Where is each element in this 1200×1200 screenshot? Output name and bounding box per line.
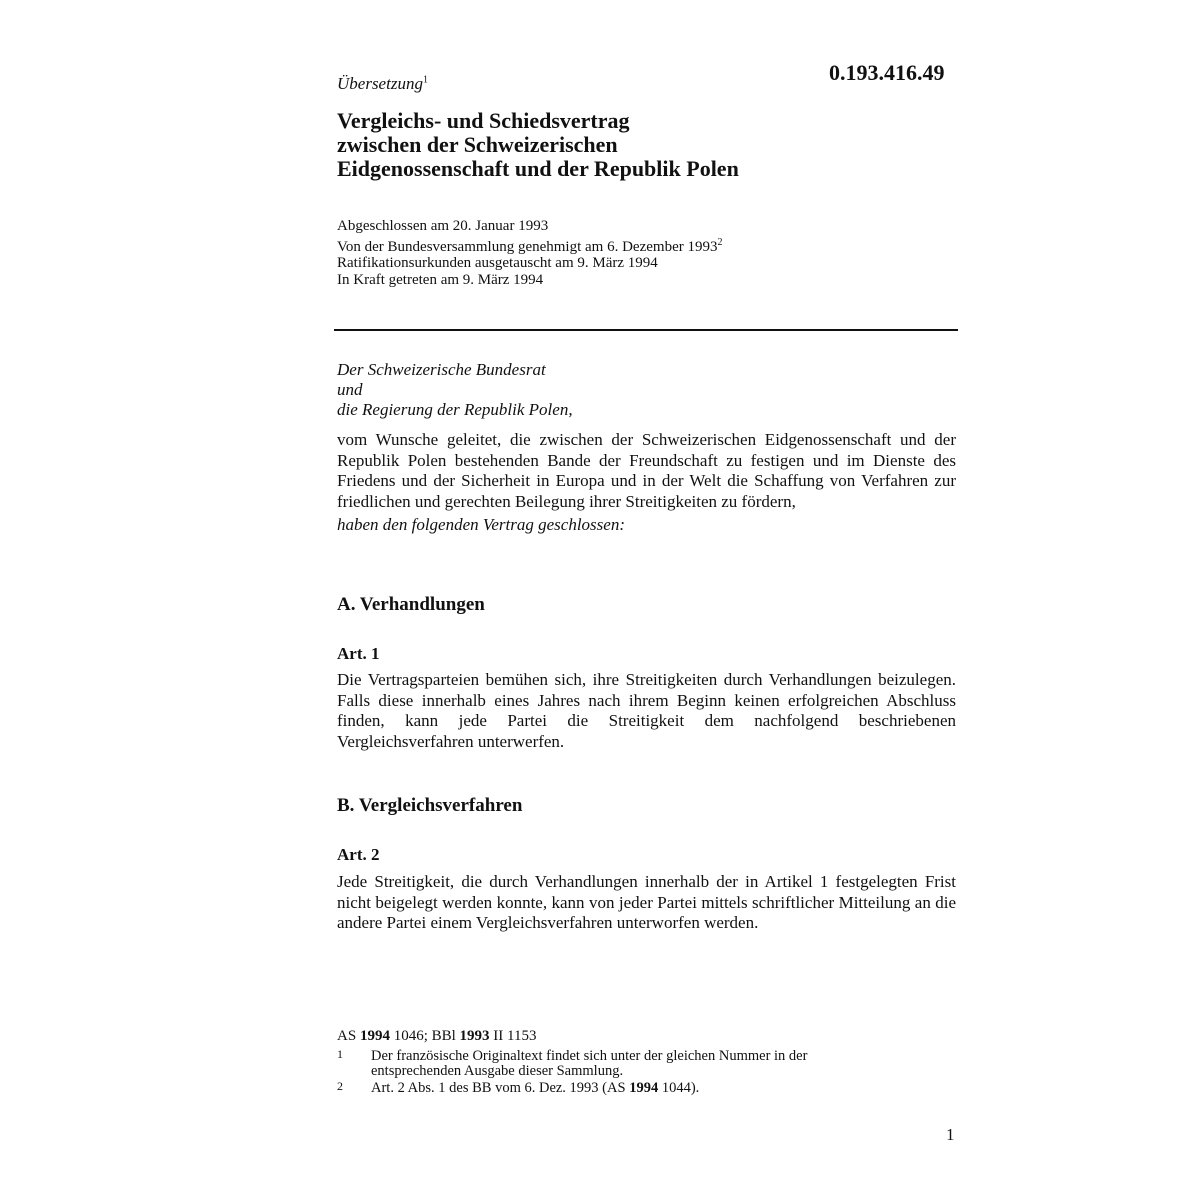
preamble-conclusion: haben den folgenden Vertrag geschlossen:	[337, 515, 625, 534]
article-heading-2: Art. 2	[337, 845, 380, 864]
document-title	[337, 109, 897, 181]
preamble-party-2: die Regierung der Republik Polen,	[337, 400, 573, 419]
preamble-party-1: Der Schweizerische Bundesrat	[337, 360, 546, 379]
source-as-year: 1994	[359, 1028, 390, 1044]
preamble-and: und	[337, 380, 363, 399]
preamble-body: vom Wunsche geleitet, die zwischen der Schweizerischen Eidgenossenschaft und der Republik Polen bestehenden Bande der Freundschaft zu festigen und im Dienste des Friedens und der Sicherheit in Europa und in der Welt die Schaffung von Verfahren zur friedlichen und gerechten Beilegung ihrer Streitigkeiten zu fördern,	[337, 430, 956, 511]
title-line-3: Eidgenossenschaft und der Republik Polen	[337, 156, 739, 181]
section-heading-a: A. Verhandlungen	[337, 594, 485, 615]
date-ratified: Ratifikationsurkunden ausgetauscht am 9. März 1994	[337, 255, 658, 271]
date-in-force: In Kraft getreten am 9. März 1994	[337, 271, 544, 288]
article-1-text: Die Vertragsparteien bemühen sich, ihre Streitigkeiten durch Verhandlungen beizulegen. Falls diese innerhalb eines Jahres nach ihrem Beginn keinen erfolgreichen Abschluss finden, kann jede Partei die Streitigkeit dem nachfolgend beschriebenen Vergleichsverfahren unterwerfen.	[337, 670, 956, 751]
preamble-parties	[337, 360, 957, 420]
article-heading-1: Art. 1	[337, 644, 380, 663]
source-bbl-year: 1993	[459, 1028, 490, 1044]
date-concluded: Abgeschlossen am 20. Januar 1993	[337, 218, 549, 234]
footnote-2-text-after: 1044).	[658, 1080, 700, 1096]
translation-label-text: Übersetzung	[337, 74, 423, 93]
page-number: 1	[946, 1125, 955, 1144]
footnote-ref-1[interactable]: 1	[422, 74, 428, 86]
horizontal-rule	[334, 329, 958, 331]
source-as-label: AS	[337, 1028, 360, 1044]
footnote-1-text: Der französische Originaltext findet sich unter der gleichen Nummer in der entsprechenden Ausgabe dieser Sammlung.	[371, 1048, 808, 1079]
source-reference	[337, 1028, 536, 1045]
date-approved-text: Von der Bundesversammlung genehmigt am 6. Dezember 1993	[337, 238, 718, 255]
article-2-text: Jede Streitigkeit, die durch Verhandlungen innerhalb der in Artikel 1 festgelegten Frist nicht beigelegt werden konnte, kann von jeder Partei mittels schriftlicher Mitteilung an die andere Partei einem Vergleichsverfahren unterworfen werden.	[337, 872, 956, 932]
footnote-1-number: 1	[337, 1047, 343, 1061]
footnote-2-text-bold: 1994	[629, 1080, 659, 1096]
date-approved	[337, 235, 937, 256]
source-as-page: 1046; BBl	[389, 1028, 460, 1044]
footnote-ref-2[interactable]: 2	[717, 236, 723, 248]
source-bbl-page: II 1153	[489, 1028, 537, 1044]
translation-label	[337, 74, 428, 94]
footnote-2-text-before: Art. 2 Abs. 1 des BB vom 6. Dez. 1993 (AS	[371, 1080, 630, 1096]
section-heading-b: B. Vergleichsverfahren	[337, 795, 523, 816]
footnote-2-text	[371, 1081, 891, 1096]
treaty-dates	[337, 218, 937, 288]
title-line-1: Vergleichs- und Schiedsvertrag	[337, 108, 630, 133]
sr-number: 0.193.416.49	[829, 60, 945, 85]
title-line-2: zwischen der Schweizerischen	[337, 132, 618, 157]
footnote-2-number: 2	[337, 1079, 343, 1093]
